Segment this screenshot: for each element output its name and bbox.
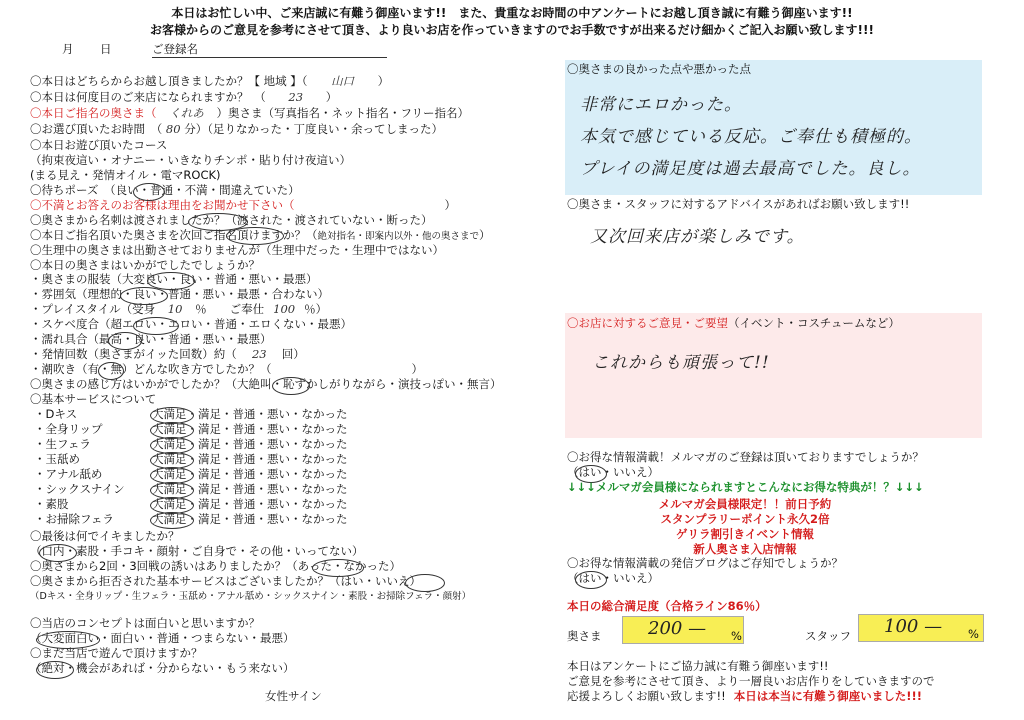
- service-rating-scale: 大満足・満足・普通・悪い・なかった: [152, 407, 348, 421]
- q-card: 〇奥さまから名刺は渡されましたか？（渡された・渡されていない・断った）: [30, 213, 433, 227]
- wife-score-percent: %: [731, 629, 742, 643]
- mark-blog-yes: [575, 571, 607, 589]
- advice-comment: 又次回来店が楽しみです。: [590, 227, 805, 247]
- service-name: ・玉舐め: [34, 452, 80, 466]
- service-name: ・お掃除フェラ: [34, 512, 114, 526]
- q-area: 〇本日はどちらからお越し頂きましたか？【 地域 】（ 山口 ）: [30, 74, 390, 88]
- service-rating-scale: 大満足・満足・普通・悪い・なかった: [152, 482, 348, 496]
- request-panel: [565, 313, 982, 438]
- mailmag-question: 〇お得な情報満載！メルマガのご登録は頂いておりますでしょうか？: [567, 450, 924, 464]
- header-line-2: お客様からのご意見を参考にさせて頂き、より良いお店を作っていきますのでお手数ですが出来るだけ細かくご記入お願い致します!!!: [150, 23, 874, 37]
- promo-2: スタンプラリーポイント永久2倍: [660, 512, 830, 526]
- impression-orgasm: ・発情回数（奥さまがイッた回数）約（ 23 回）: [30, 347, 305, 361]
- impression-style: ・プレイスタイル（受身 10 ％ ご奉仕 100 ％）: [30, 302, 328, 316]
- answer-orgasm: 23: [251, 347, 267, 361]
- mark-feel-scream: [272, 377, 310, 395]
- mark-wet-best: [108, 332, 142, 350]
- impression-squirt: ・潮吹き（有・無）どんな吹き方でしたか？（ ）: [30, 362, 423, 376]
- day-label: 日: [100, 42, 112, 56]
- service-name: ・素股: [34, 497, 69, 511]
- mark-atmos-ideal: [120, 287, 168, 305]
- good-bad-comment-1: 非常にエロかった。: [580, 95, 742, 115]
- q-complaint: 〇不満とお答えのお客様は理由をお聞かせ下さい（ ）: [30, 198, 456, 212]
- mark-service-great: [150, 512, 194, 529]
- mark-finish-mouth: [39, 544, 77, 562]
- month-label: 月: [62, 42, 74, 56]
- concept-options: （大変面白い・面白い・普通・つまらない・最悪）: [30, 631, 295, 645]
- impression-atmosphere: ・雰囲気（理想的・良い・普通・悪い・最悪・合わない）: [30, 287, 329, 301]
- impression-lewd: ・スケベ度合（超エロい・エロい・普通・エロくない・最悪）: [30, 317, 352, 331]
- q-pose: 〇待ちポーズ （良い・普通・不満・間違えていた）: [30, 183, 300, 197]
- service-rating-scale: 大満足・満足・普通・悪い・なかった: [152, 452, 348, 466]
- q-nominee: 〇本日ご指名の奥さま（ くれあ ）奥さま（写真指名・ネット指名・フリー指名）: [30, 106, 470, 120]
- answer-time: 80: [165, 122, 181, 136]
- answer-nominee: くれあ: [169, 106, 204, 120]
- thanks-line-1: 本日はアンケートにご協力誠に有難う御座います!!: [567, 659, 829, 673]
- service-name: ・Dキス: [34, 407, 78, 421]
- blog-question: 〇お得な情報満載の発信ブログはご存知でしょうか？: [567, 556, 843, 570]
- course-options-2: (まる見え・発情オイル・電マROCK): [30, 168, 221, 182]
- good-bad-comment-2: 本気で感じている反応。ご奉仕も積極的。: [580, 127, 922, 147]
- advice-title: 〇奥さま・スタッフに対するアドバイスがあればお願い致します!!: [567, 197, 910, 211]
- thanks-line-2: ご意見を参考にさせて頂き、より一層良いお店作りをしていきますので: [567, 674, 935, 688]
- q-time: 〇お選び頂いたお時間 （ 80 分）（足りなかった・丁度良い・余ってしまった）: [30, 122, 443, 136]
- refused-list: （Dキス・全身リップ・生フェラ・玉舐め・アナル舐め・シックスナイン・素股・お掃除フェラ・顔射）: [30, 591, 472, 602]
- service-rating-scale: 大満足・満足・普通・悪い・なかった: [152, 467, 348, 481]
- service-name: ・アナル舐め: [34, 467, 103, 481]
- staff-score-label: スタッフ: [805, 629, 851, 643]
- service-name: ・シックスナイン: [34, 482, 125, 496]
- mark-round-none: [312, 559, 364, 577]
- promo-1: メルマガ会員様限定！！前日予約: [658, 497, 832, 511]
- wife-score-value: 200 —: [648, 618, 707, 639]
- mark-again-absolute: [36, 661, 74, 679]
- q-impression: 〇本日の奥さまはいかがでしたでしょうか？: [30, 258, 260, 272]
- answer-style-passive: 10: [167, 302, 183, 316]
- q-refused: 〇奥さまから拒否された基本サービスはございましたか？（はい・いいえ）: [30, 574, 421, 588]
- header-line-1: 本日はお忙しい中、ご来店誠に有難う御座います!! また、貴重なお時間の中アンケートにお越し頂き誠に有難う御座います!!: [171, 6, 853, 20]
- staff-score-percent: %: [968, 627, 979, 641]
- mark-concept-very: [36, 631, 100, 649]
- finish-options: （口内・素股・手コキ・顔射・ご自身で・その他・いってない）: [30, 544, 364, 558]
- answer-visits: 23: [288, 90, 304, 104]
- q-concept: 〇当店のコンセプトは面白いと思いますか？: [30, 616, 260, 630]
- q-period: 〇生理中の奥さまは出勤させておりませんが（生理中だった・生理中ではない）: [30, 243, 444, 257]
- course-title: 〇本日お遊び頂いたコース: [30, 138, 168, 152]
- q-again: 〇まだ当店で遊んで頂けますか？: [30, 646, 203, 660]
- mailmag-options: （はい・いいえ）: [567, 465, 659, 479]
- service-name: ・全身リップ: [34, 422, 103, 436]
- impression-clothes: ・奥さまの服装（大変良い・良い・普通・悪い・最悪）: [30, 272, 318, 286]
- wife-score-label: 奥さま: [567, 629, 602, 643]
- answer-area: 山口: [331, 74, 355, 88]
- promo-3: ゲリラ割引きイベント情報: [676, 527, 814, 541]
- impression-wet: ・濡れ具合（最高・良い・普通・悪い・最悪）: [30, 332, 272, 346]
- good-bad-comment-3: プレイの満足度は過去最高でした。良し。: [580, 159, 921, 179]
- q-round: 〇奥さまから2回・3回戦の誘いはありましたか？（あった・なかった）: [30, 559, 402, 573]
- mark-squirt-no: [98, 362, 124, 380]
- again-options: （絶対・機会があれば・分からない・もう来ない）: [30, 661, 295, 675]
- q-finish: 〇最後は何でイキましたか？: [30, 529, 180, 543]
- service-rating-scale: 大満足・満足・普通・悪い・なかった: [152, 512, 348, 526]
- signature-label: 女性サイン: [265, 689, 322, 703]
- answer-style-service: 100: [273, 302, 296, 316]
- promo-arrow-line: ↓↓↓メルマガ会員様になられますとこんなにお得な特典が！？↓↓↓: [567, 480, 924, 494]
- staff-score-value: 100 —: [884, 616, 943, 637]
- mark-lewd-super: [133, 317, 179, 335]
- service-rating-scale: 大満足・満足・普通・悪い・なかった: [152, 422, 348, 436]
- q-next: 〇本日ご指名頂いた奥さまを次回ご指名頂けますか？（絶対指名・即案内以外・他の奥さまで）: [30, 228, 491, 242]
- basic-service-title: 〇基本サービスについて: [30, 392, 157, 406]
- request-comment: これからも頑張って!!: [592, 353, 770, 373]
- mark-pose-good: [133, 183, 165, 201]
- request-title: 〇お店に対するご意見・ご要望（イベント・コスチュームなど）: [567, 316, 900, 330]
- blog-options: （はい・いいえ）: [567, 571, 659, 585]
- total-satisfaction-title: 本日の総合満足度（合格ライン86％）: [567, 599, 767, 613]
- q-visits: 〇本日は何度目のご来店になられますか？ （ 23 ）: [30, 90, 338, 104]
- service-rating-scale: 大満足・満足・普通・悪い・なかった: [152, 437, 348, 451]
- service-name: ・生フェラ: [34, 437, 91, 451]
- thanks-line-3: 応援よろしくお願い致します!! 本日は本当に有難う御座いました!!!: [567, 689, 922, 703]
- promo-4: 新人奥さま入店情報: [693, 542, 797, 556]
- mark-refused-no: [405, 574, 445, 592]
- good-bad-title: 〇奥さまの良かった点や悪かった点: [567, 62, 751, 76]
- course-options-1: （拘束夜這い・オナニー・いきなりチンポ・貼り付け夜這い）: [30, 153, 351, 167]
- q-feel: 〇奥さまの感じ方はいかがでしたか？（大絶叫・恥ずかしがりながら・演技っぽい・無言）: [30, 377, 502, 391]
- service-rating-scale: 大満足・満足・普通・悪い・なかった: [152, 497, 348, 511]
- mark-next-absolute: [226, 227, 284, 245]
- registered-name-label: ご登録名: [152, 43, 387, 58]
